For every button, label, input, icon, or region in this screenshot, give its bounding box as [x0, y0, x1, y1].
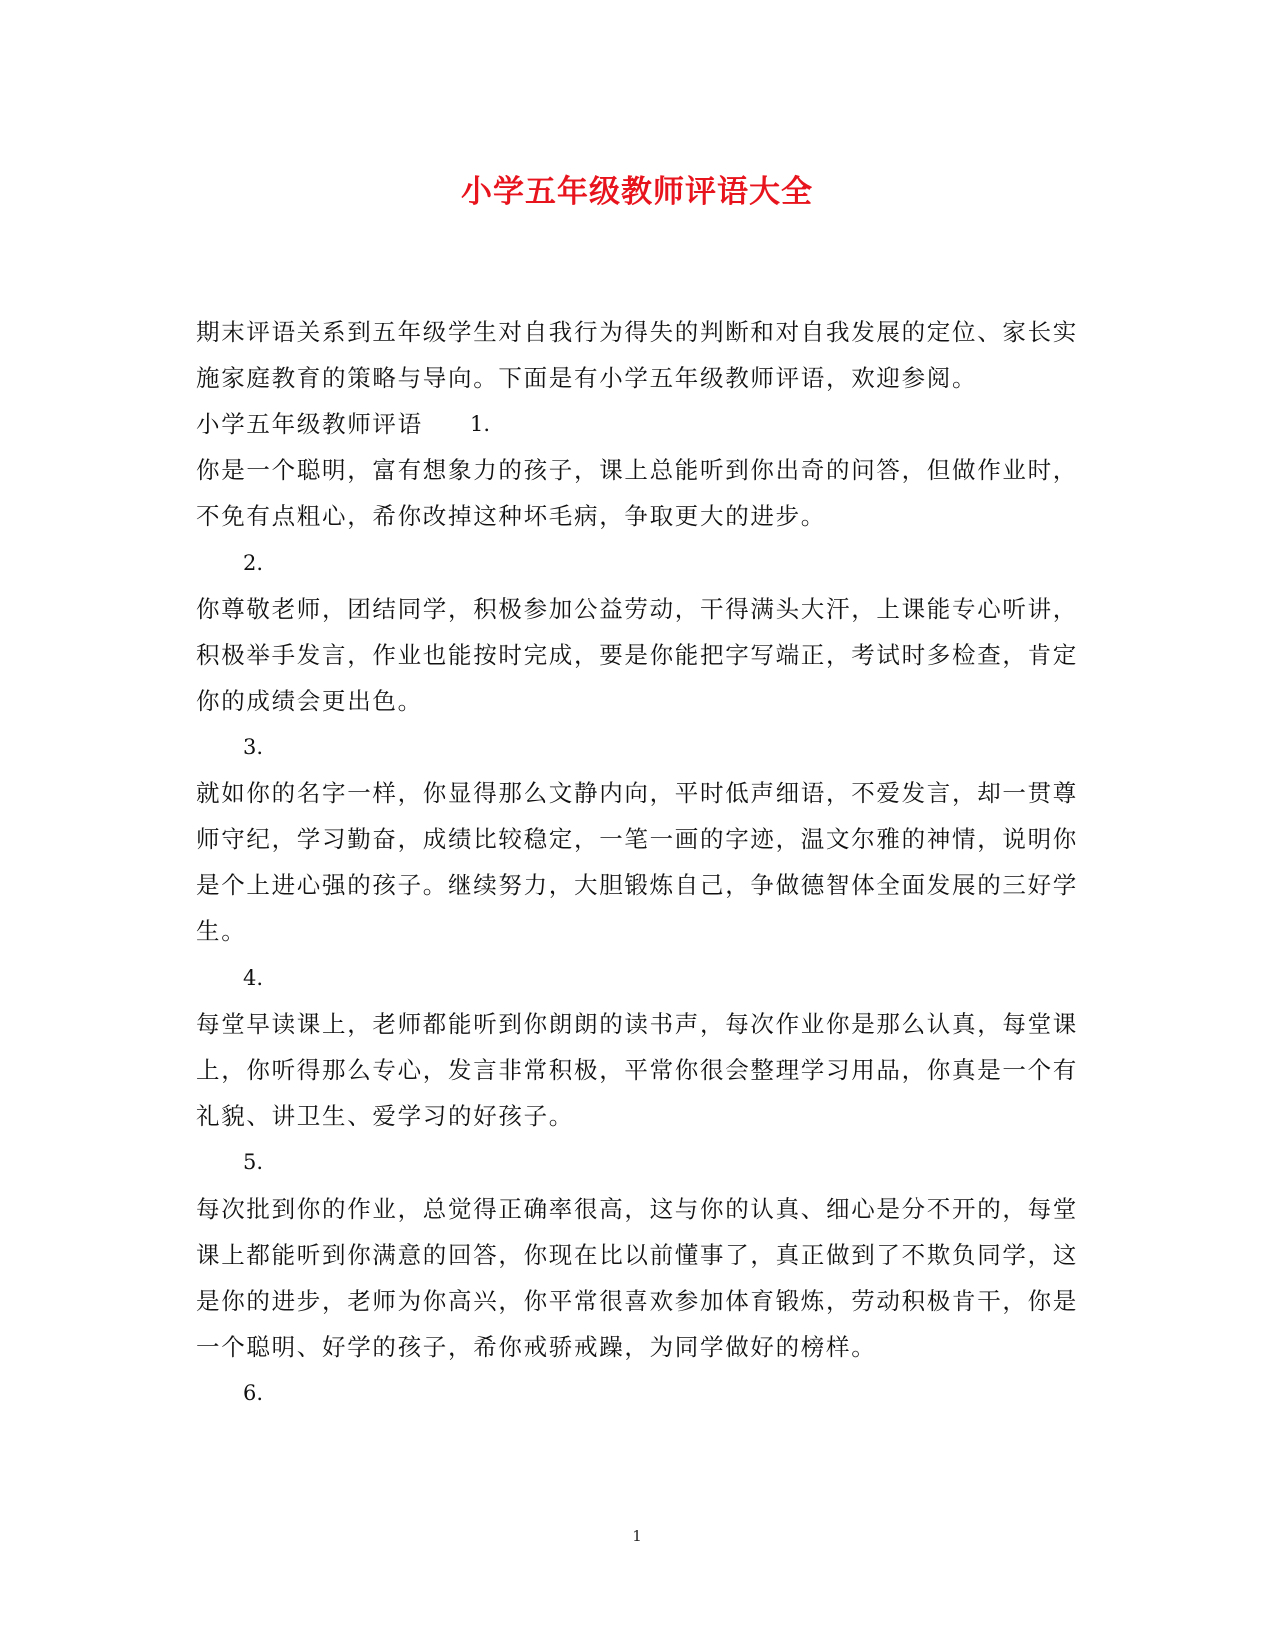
page-number: 1: [632, 1527, 642, 1545]
item-number: 2.: [243, 551, 264, 575]
comment-line: 师守纪，学习勤奋，成绩比较稳定，一笔一画的字迹，温文尔雅的神情，说明你: [196, 825, 1078, 853]
comment-line: 每次批到你的作业，总觉得正确率很高，这与你的认真、细心是分不开的，每堂: [196, 1195, 1078, 1223]
comment-line: 一个聪明、好学的孩子，希你戒骄戒躁，为同学做好的榜样。: [196, 1333, 877, 1361]
comment-line: 生。: [196, 917, 247, 945]
document-title: 小学五年级教师评语大全: [461, 174, 813, 210]
comment-line: 不免有点粗心，希你改掉这种坏毛病，争取更大的进步。: [196, 502, 826, 530]
comment-line: 你尊敬老师，团结同学，积极参加公益劳动，干得满头大汗，上课能专心听讲，: [196, 595, 1078, 623]
item-number: 3.: [243, 735, 264, 759]
comment-line: 礼貌、讲卫生、爱学习的好孩子。: [196, 1102, 574, 1130]
intro-line: 期末评语关系到五年级学生对自我行为得失的判断和对自我发展的定位、家长实: [196, 318, 1078, 346]
comment-line: 你的成绩会更出色。: [196, 687, 423, 715]
comment-line: 每堂早读课上，老师都能听到你朗朗的读书声，每次作业你是那么认真，每堂课: [196, 1010, 1078, 1038]
item-number: 5.: [243, 1150, 264, 1174]
item-number: 4.: [243, 966, 264, 990]
intro-line: 施家庭教育的策略与导向。下面是有小学五年级教师评语，欢迎参阅。: [196, 364, 978, 392]
comment-line: 是你的进步，老师为你高兴，你平常很喜欢参加体育锻炼，劳动积极肯干，你是: [196, 1287, 1078, 1315]
comment-line: 你是一个聪明，富有想象力的孩子，课上总能听到你出奇的问答，但做作业时，: [196, 456, 1078, 484]
item-number: 1.: [470, 412, 491, 436]
comment-line: 就如你的名字一样，你显得那么文静内向，平时低声细语，不爱发言，却一贯尊: [196, 779, 1078, 807]
item-number: 6.: [243, 1381, 264, 1405]
comment-line: 上，你听得那么专心，发言非常积极，平常你很会整理学习用品，你真是一个有: [196, 1056, 1078, 1084]
comment-line: 是个上进心强的孩子。继续努力，大胆锻炼自己，争做德智体全面发展的三好学: [196, 871, 1078, 899]
section-heading: 小学五年级教师评语: [196, 410, 423, 438]
comment-line: 积极举手发言，作业也能按时完成，要是你能把字写端正，考试时多检查，肯定: [196, 641, 1078, 669]
comment-line: 课上都能听到你满意的回答，你现在比以前懂事了，真正做到了不欺负同学，这: [196, 1241, 1078, 1269]
